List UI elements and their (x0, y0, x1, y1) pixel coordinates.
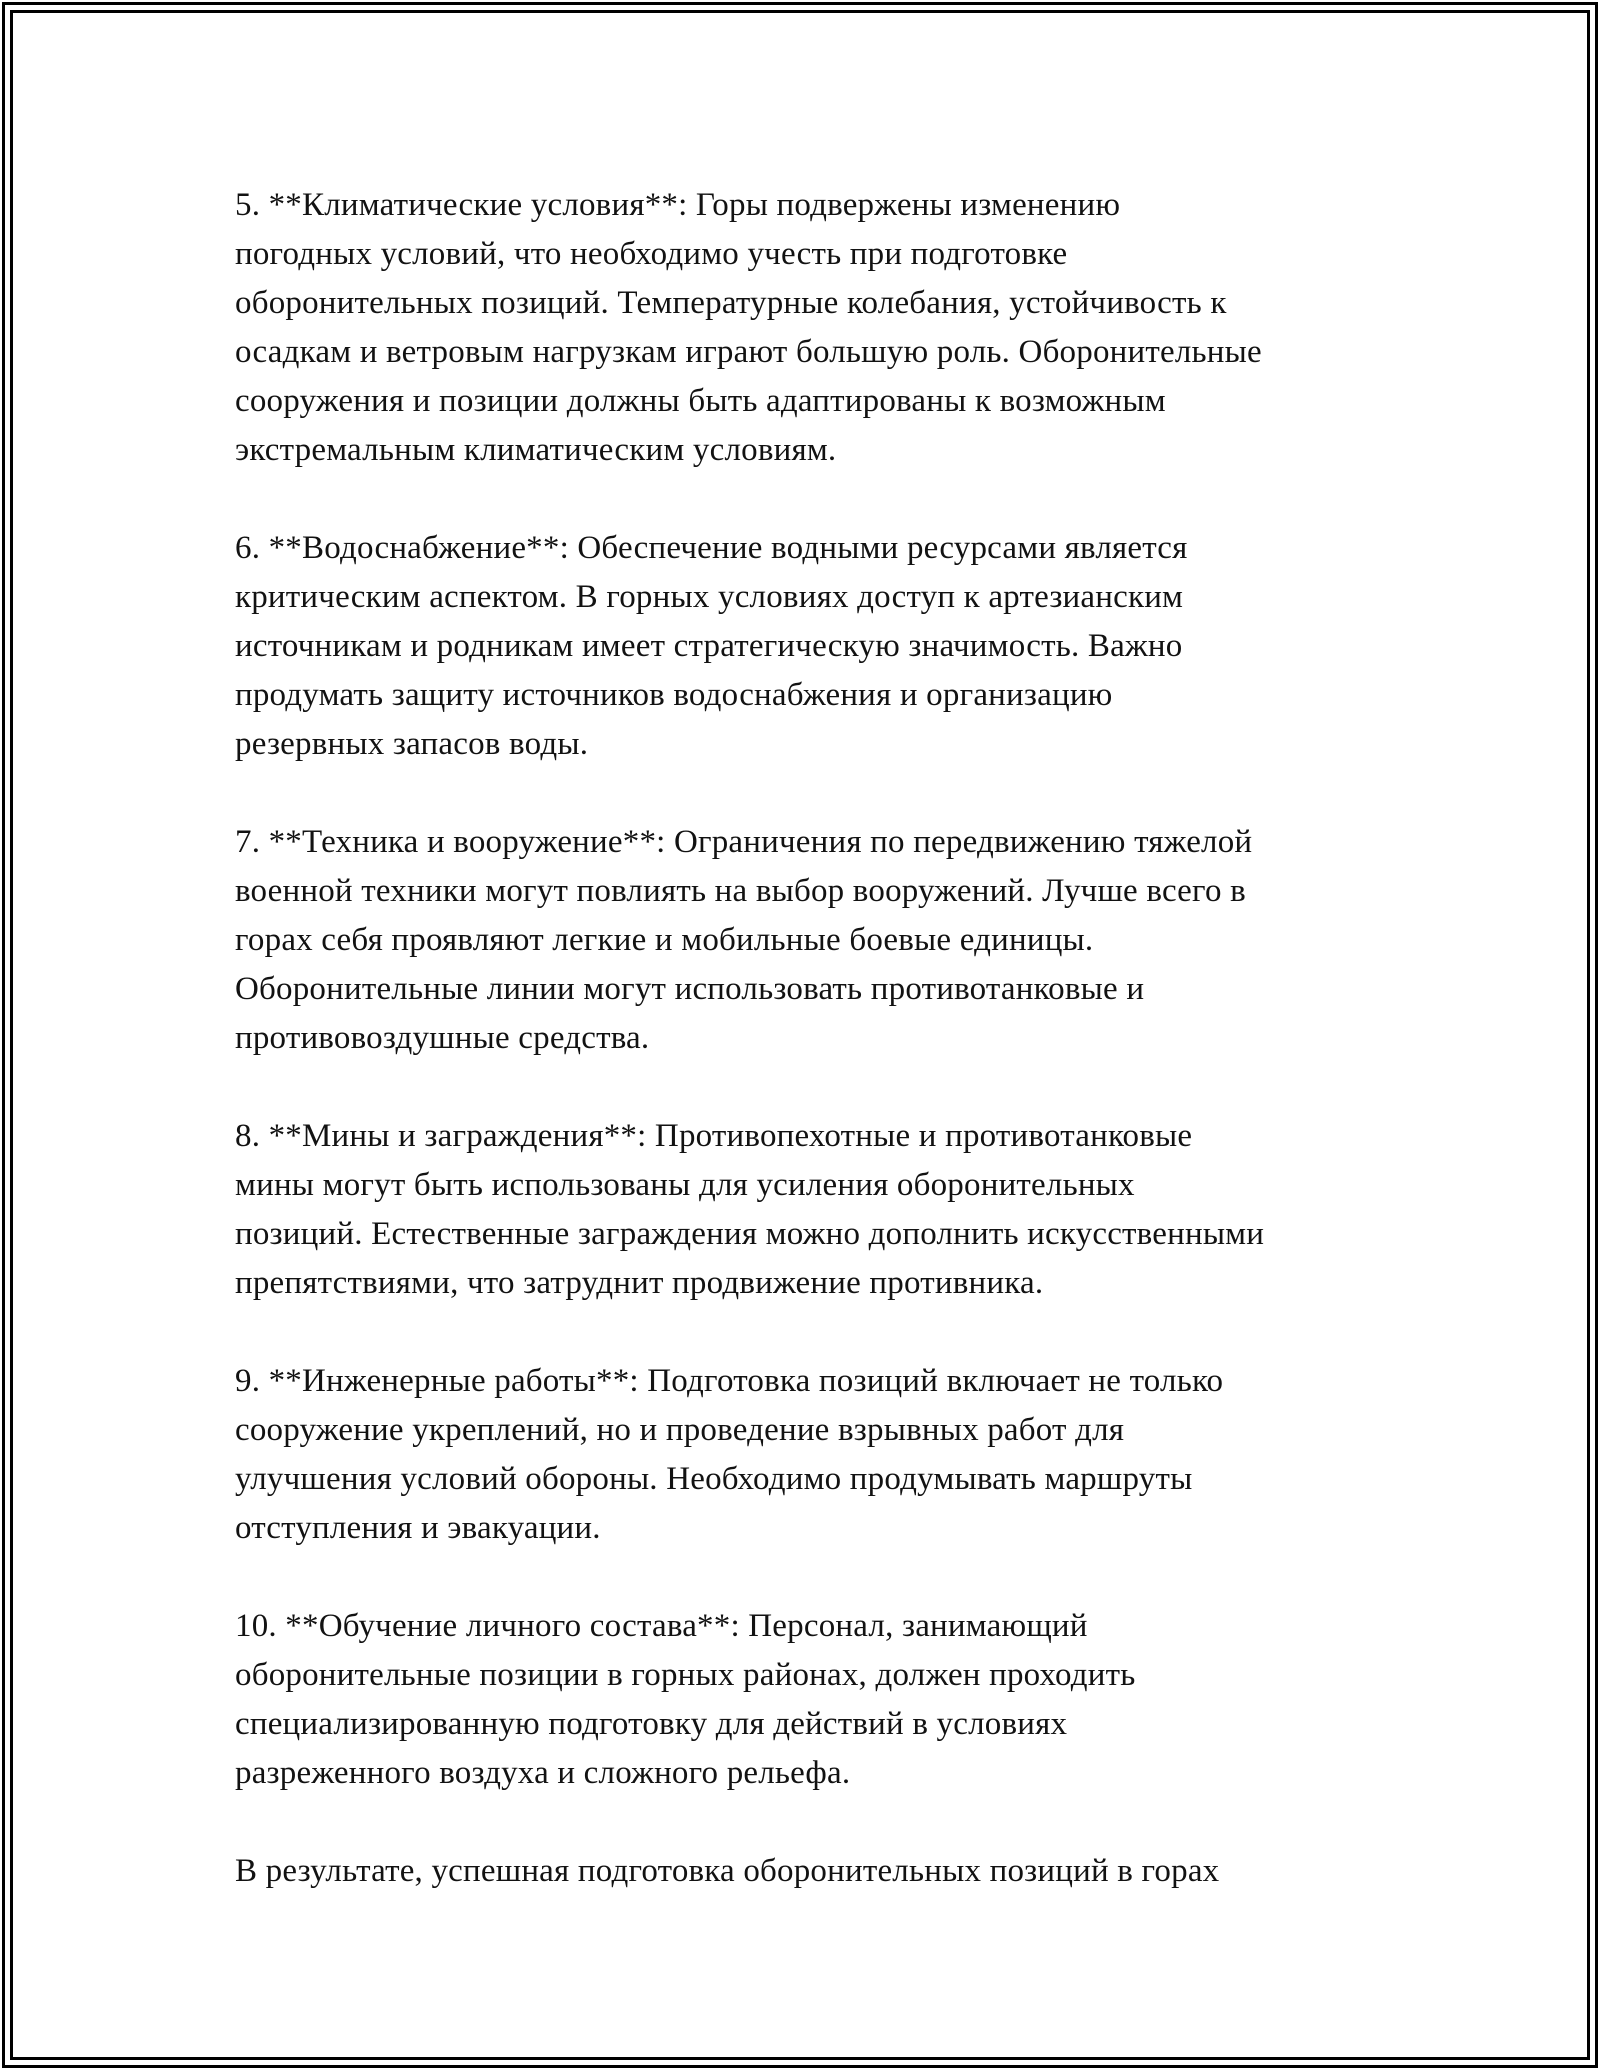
text-line: оборонительные позиции в горных районах, должен проходить (235, 1657, 1136, 1693)
paragraph-item-10 (235, 1602, 1295, 1798)
text-line: экстремальным климатическим условиям. (235, 432, 837, 468)
paragraph-item-5 (235, 181, 1295, 475)
text-line: 10. **Обучение личного состава**: Персонал, занимающий (235, 1608, 1088, 1644)
text-line: погодных условий, что необходимо учесть при подготовке (235, 236, 1068, 272)
text-line: источникам и родникам имеет стратегическую значимость. Важно (235, 628, 1183, 664)
text-line: критическим аспектом. В горных условиях доступ к артезианским (235, 579, 1184, 615)
text-line: 8. **Мины и заграждения**: Противопехотные и противотанковые (235, 1118, 1193, 1154)
text-line: Оборонительные линии могут использовать противотанковые и (235, 971, 1145, 1007)
text-line: горах себя проявляют легкие и мобильные боевые единицы. (235, 922, 1094, 958)
text-line: разреженного воздуха и сложного рельефа. (235, 1755, 851, 1791)
text-line: 6. **Водоснабжение**: Обеспечение водными ресурсами является (235, 530, 1188, 566)
paragraph-item-7 (235, 818, 1295, 1063)
text-line: отступления и эвакуации. (235, 1510, 601, 1546)
text-line: осадкам и ветровым нагрузкам играют большую роль. Оборонительные (235, 334, 1262, 370)
text-line: военной техники могут повлиять на выбор вооружений. Лучше всего в (235, 873, 1246, 909)
text-line: В результате, успешная подготовка оборонительных позиций в горах (235, 1853, 1220, 1889)
text-line: 9. **Инженерные работы**: Подготовка позиций включает не только (235, 1363, 1224, 1399)
text-line: резервных запасов воды. (235, 726, 589, 762)
text-line: 7. **Техника и вооружение**: Ограничения по передвижению тяжелой (235, 824, 1253, 860)
text-line: позиций. Естественные заграждения можно дополнить искусственными (235, 1216, 1265, 1252)
document-text (235, 181, 1295, 1945)
paragraph-item-8 (235, 1112, 1295, 1308)
text-line: сооружения и позиции должны быть адаптированы к возможным (235, 383, 1166, 419)
text-line: мины могут быть использованы для усиления оборонительных (235, 1167, 1135, 1203)
text-line: препятствиями, что затруднит продвижение противника. (235, 1265, 1044, 1301)
text-line: 5. **Климатические условия**: Горы подвержены изменению (235, 187, 1121, 223)
paragraph-item-6 (235, 524, 1295, 769)
text-line: специализированную подготовку для действий в условиях (235, 1706, 1068, 1742)
paragraph-item-9 (235, 1357, 1295, 1553)
text-line: оборонительных позиций. Температурные колебания, устойчивость к (235, 285, 1227, 321)
text-line: улучшения условий обороны. Необходимо продумывать маршруты (235, 1461, 1193, 1497)
text-line: продумать защиту источников водоснабжения и организацию (235, 677, 1113, 713)
text-line: противовоздушные средства. (235, 1020, 650, 1056)
text-line: сооружение укреплений, но и проведение взрывных работ для (235, 1412, 1125, 1448)
paragraph-closing (235, 1847, 1295, 1896)
